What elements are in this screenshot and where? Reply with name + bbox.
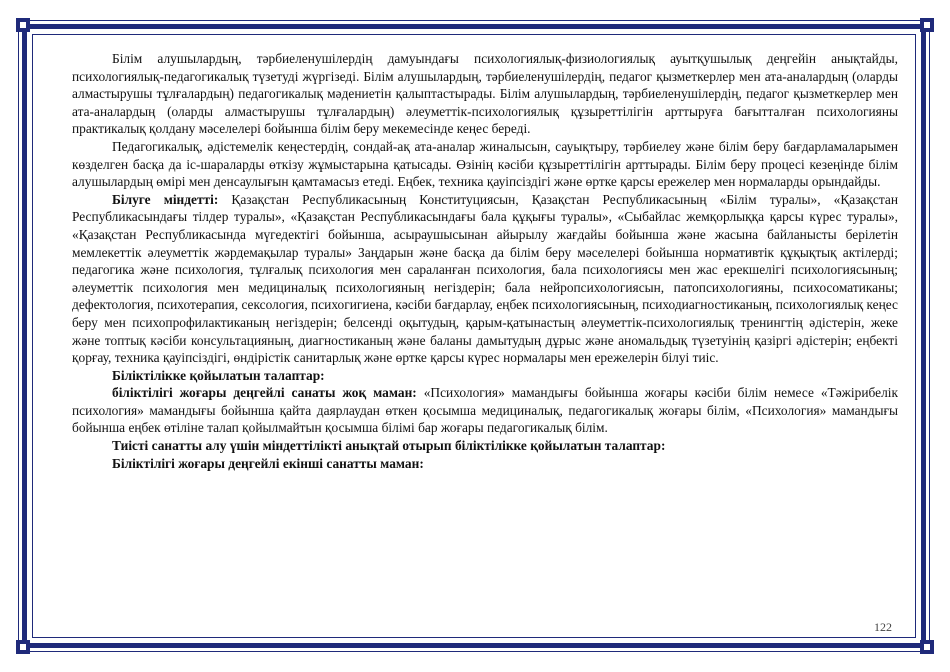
paragraph-duties-participation: Педагогикалық, әдістемелік кеңестердің, сондай-ақ ата-аналар жиналысын, сауықтыру, тәрбиелеу және білім беру бағдарламаларымен көзделген басқа да іс-шараларды өткізу жұмыстарына қатысады. Өзінің кәсіби құзыреттілігін арттырады. Білім беру процесі кезеңінде білім алушылардың өмірі мен денсаулығын қамтамасыз етеді. Еңбек, техника қауіпсіздігі және өртке қарсы ережелер мен нормаларды орындайды. [72, 138, 898, 190]
heading-category-requirements: Тиісті санатты алу үшін міндеттілікті анықтай отырып біліктілікке қойылатын талаптар: [112, 438, 666, 454]
frame-corner-ornament [920, 640, 934, 654]
frame-corner-ornament [920, 18, 934, 32]
must-know-text: Қазақстан Республикасының Конституциясын, Қазақстан Республикасының «Білім туралы», «Қазақстан Республикасындағы тілдер туралы», «Қазақстан Республикасындағы бала құқығы туралы», «Сыбайлас жемқорлыққа қарсы күрес туралы», «Қазақстан Республикасында мүгедектігі бойынша, асыраушысынан айырылу жағдайы бойынша және жасына байланысты берілетін мемлекеттік әлеуметтік жәрдемақылар туралы» Заңдарын және басқа да білім беру мәселелері бойынша нормативтік құқықтық актілерді; педагогика және психология, тұлғалық психология мен сараланған психология, бала психологиясы мен жас ерекшелігі психологиясының; әлеуметтік психология мен медициналық психологияның негіздерін; бала нейропсихологиясын, патопсихологияны, психосоматиканы; дефектология, психотерапия, сексология, психогигиена, кәсіби бағдарлау, еңбек психологиясының, психодиагностиканың, психологиялық кеңес беру мен психопрофилактиканың негіздерін; белсенді оқытудың, қарым-қатынастың әлеуметтік-психологиялық тренингтің әдістерін, жеке және топтық кәсіби консультацияның, диагностиканың және баланы дамытудың дұрыс және аномальдық түзетуінің қазіргі әдістерін; еңбекті қорғау, техника қауіпсіздігі, өндірістік санитарлық және өртке қарсы күрес нормалары мен ережелерін білуі тиіс. [72, 191, 898, 366]
frame-corner-ornament [16, 18, 30, 32]
paragraph-must-know [72, 191, 898, 367]
frame-corner-ornament [16, 640, 30, 654]
no-category-text: «Психология» мамандығы бойынша жоғары кәсіби білім немесе «Тәжірибелік психология» мамандығы бойынша қайта даярлаудан өткен қосымша медициналық, педагогикалық жоғары білім, «Психология» мамандығы бойынша еңбек өтіліне талап қойылмайтын қосымша білімі бар жоғары педагогикалық білім. [72, 385, 898, 436]
must-know-label: Білуге міндетті: [112, 191, 219, 207]
page-number: 122 [874, 620, 892, 634]
heading-second-category-specialist: Біліктілігі жоғары деңгейлі екінші санатты маман: [112, 455, 424, 471]
heading-qualification-requirements: Біліктілікке қойылатын талаптар: [112, 367, 325, 383]
paragraph-no-category-specialist [72, 384, 898, 437]
paragraph-duties-assessment: Білім алушылардың, тәрбиеленушілердің дамуындағы психологиялық-физиологиялық ауытқушылық деңгейін анықтайды, психологиялық-педагогикалық түзетуді жүргізеді. Білім алушылардың, тәрбиеленушілердің, педагог қызметкерлер мен ата-аналардың (оларды алмастырушы тұлғалардың) педагогикалық мәдениетін қалыптастырады. Білім алушылардың, тәрбиеленушілердің, педагог қызметкерлер мен ата-аналардың (оларды алмастырушы тұлғалардың) әлеуметтік-психологиялық құзыреттілігін арттыруға бағытталған психологияны практикалық қолдану мәселелері бойынша білім беру мекемесінде кеңес береді. [72, 51, 898, 137]
document-body [72, 50, 898, 472]
no-category-label: біліктілігі жоғары деңгейлі санаты жоқ маман: [112, 385, 417, 401]
